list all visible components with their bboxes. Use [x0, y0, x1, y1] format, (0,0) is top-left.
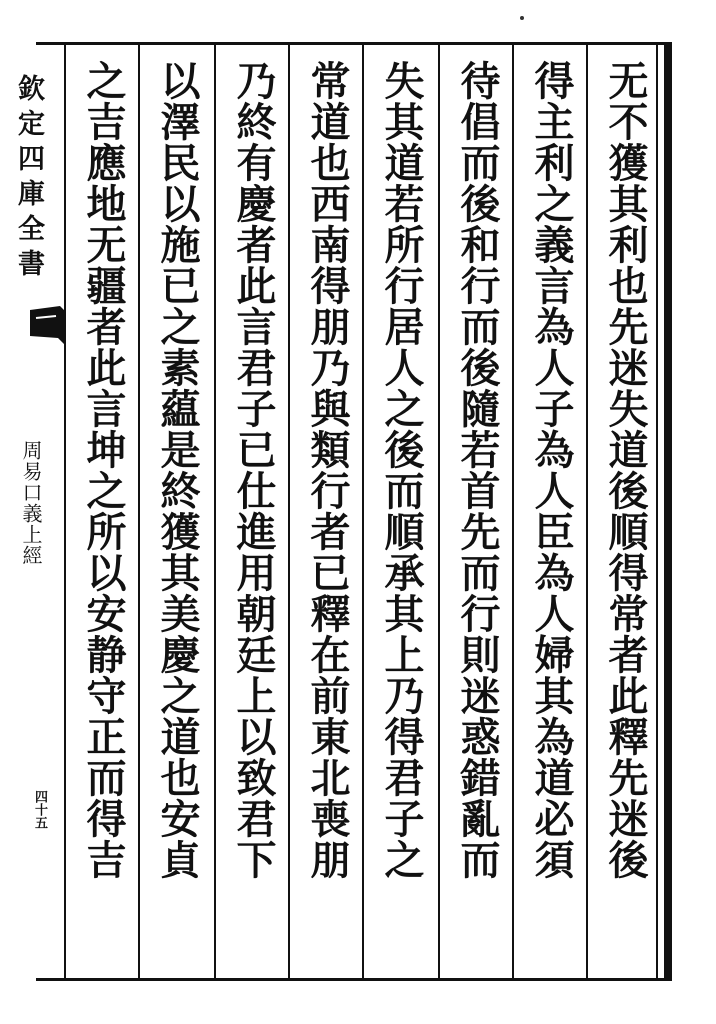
chapter-title: 周易口義上經 — [19, 440, 43, 566]
ink-speck — [520, 16, 524, 20]
text-column-4: 失其道若所行居人之後而順承其上乃得君子之 — [378, 60, 425, 880]
text-column-7: 以澤民以施已之素藴是終獲其美慶之道也安貞 — [154, 60, 201, 880]
column-rule — [512, 45, 514, 978]
book-title: 欽定四庫全書 — [13, 74, 44, 284]
frame-bottom-border — [36, 978, 672, 981]
column-rule — [362, 45, 364, 978]
frame-right-border — [664, 42, 672, 981]
text-column-6: 乃終有慶者此言君子已仕進用朝廷上以致君下 — [230, 60, 277, 880]
column-rule — [138, 45, 140, 978]
column-rule — [586, 45, 588, 978]
text-column-3: 待倡而後和行而後隨若首先而行則迷惑錯亂而 — [454, 60, 501, 880]
fish-tail-mark — [30, 306, 66, 346]
page-number: 四十五 — [32, 790, 47, 829]
text-column-1: 无不獲其利也先迷失道後順得常者此釋先迷後 — [602, 60, 649, 880]
column-rule — [64, 45, 66, 978]
text-column-2: 得主利之義言為人子為人臣為人婦其為道必須 — [528, 60, 575, 880]
text-column-8: 之吉應地无疆者此言坤之所以安静守正而得吉 — [80, 60, 127, 880]
text-column-5: 常道也西南得朋乃與類行者已釋在前東北喪朋 — [304, 60, 351, 880]
column-rule — [438, 45, 440, 978]
column-rule — [288, 45, 290, 978]
column-rule — [214, 45, 216, 978]
frame-top-border — [36, 42, 672, 45]
